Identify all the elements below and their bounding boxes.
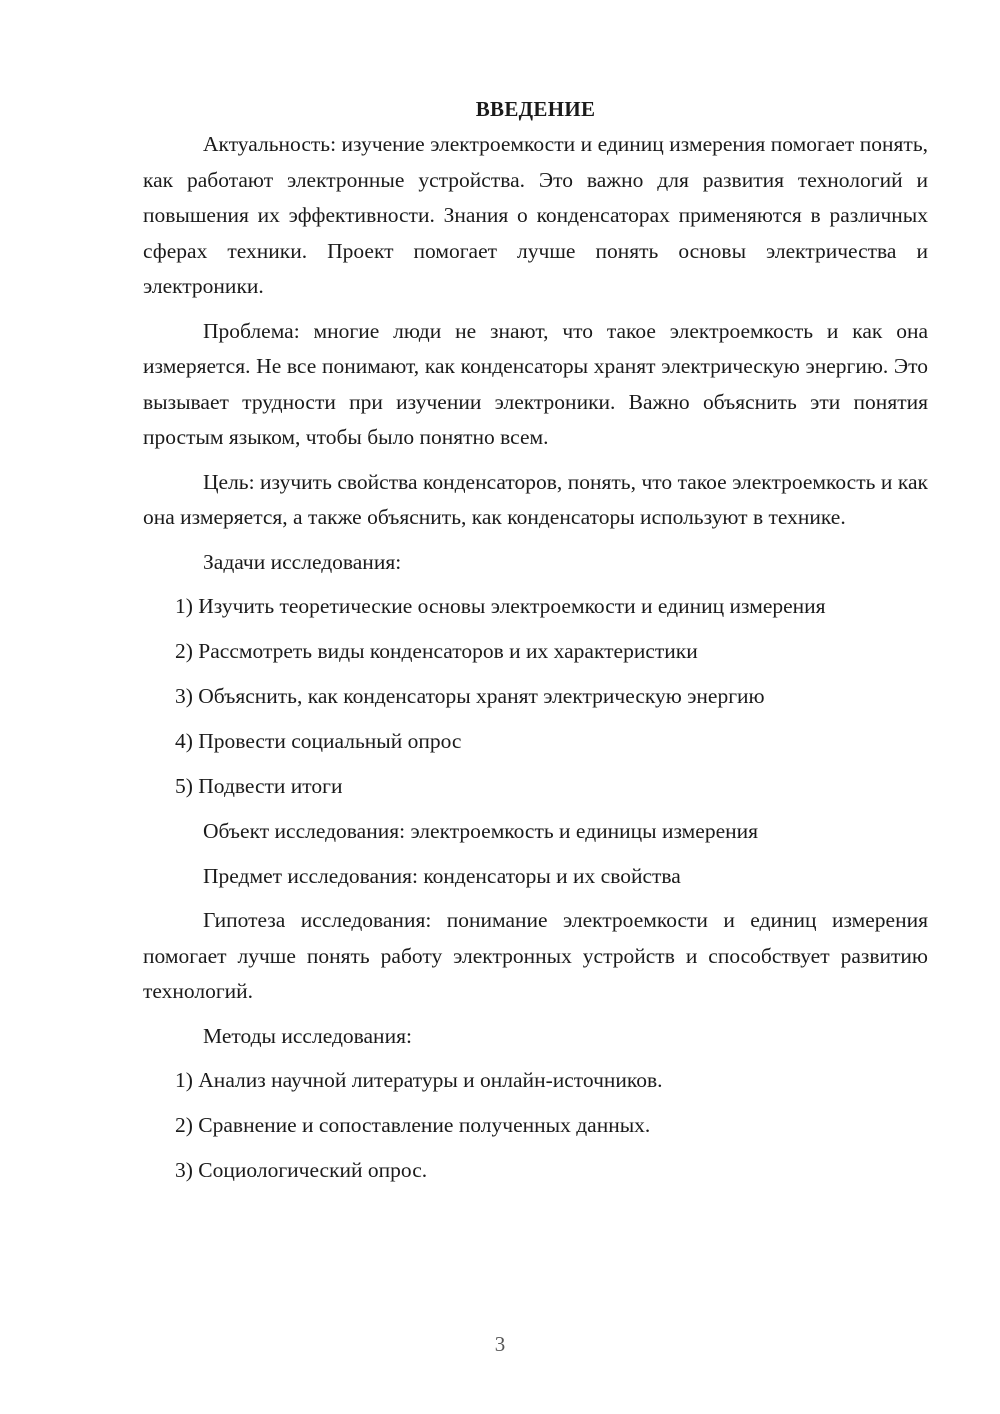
list-item: 5) Подвести итоги xyxy=(175,774,343,798)
list-item: 4) Провести социальный опрос xyxy=(175,729,462,753)
list-item: 2) Рассмотреть виды конденсаторов и их характеристики xyxy=(175,639,698,663)
page-number: 3 xyxy=(494,1332,506,1356)
methods-list xyxy=(143,1063,928,1189)
page-title: ВВЕДЕНИЕ xyxy=(475,97,596,121)
goal-paragraph: Цель: изучить свойства конденсаторов, понять, что такое электроемкость и как она измеряется, а также объяснить, как конденсаторы используют в технике. xyxy=(143,469,928,529)
list-item: 1) Анализ научной литературы и онлайн-источников. xyxy=(175,1068,663,1092)
list-item: 3) Объяснить, как конденсаторы хранят электрическую энергию xyxy=(175,684,765,708)
list-item: 3) Социологический опрос. xyxy=(175,1158,428,1182)
list-item: 1) Изучить теоретические основы электроемкости и единиц измерения xyxy=(175,594,826,618)
hypothesis-paragraph: Гипотеза исследования: понимание электроемкости и единиц измерения помогает лучше понять работу электронных устройств и способствует развитию технологий. xyxy=(143,908,928,1003)
document-page xyxy=(143,92,928,1198)
subject-paragraph: Предмет исследования: конденсаторы и их свойства xyxy=(203,863,681,888)
object-paragraph: Объект исследования: электроемкость и единицы измерения xyxy=(203,819,759,843)
tasks-list xyxy=(143,589,928,805)
problem-paragraph: Проблема: многие люди не знают, что такое электроемкость и как она измеряется. Не все понимают, как конденсаторы хранят электрическую энергию. Это вызывает трудности при изучении электроники. Важно объяснить эти понятия простым языком, чтобы было понятно всем. xyxy=(143,318,928,449)
tasks-heading: Задачи исследования: xyxy=(203,549,402,574)
relevance-paragraph: Актуальность: изучение электроемкости и единиц измерения помогает понять, как работают электронные устройства. Это важно для развития технологий и повышения их эффективности. Знания о конденсаторах применяются в различных сферах техники. Проект помогает лучше понять основы электричества и электроники. xyxy=(143,132,928,298)
methods-heading: Методы исследования: xyxy=(203,1023,412,1048)
list-item: 2) Сравнение и сопоставление полученных данных. xyxy=(175,1113,651,1137)
